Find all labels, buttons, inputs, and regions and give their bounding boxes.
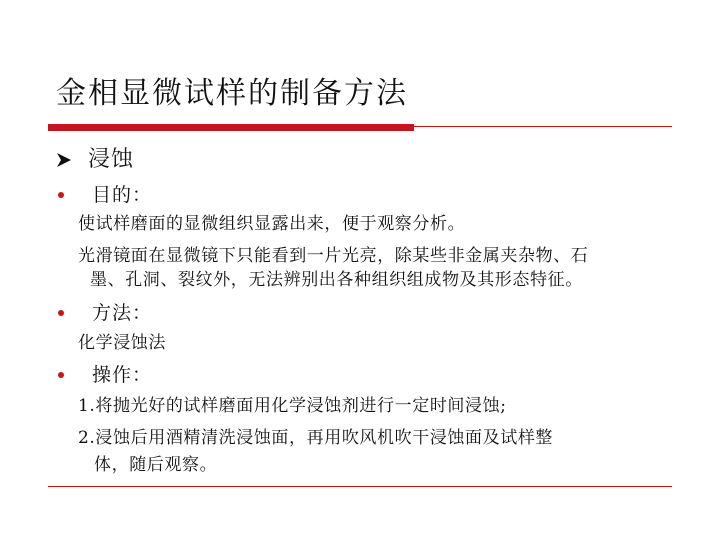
bottom-divider xyxy=(48,486,672,487)
section-heading xyxy=(56,146,134,174)
purpose-line-1: 使试样磨面的显微组织显露出来，便于观察分析。 xyxy=(78,214,466,234)
title-underline-thin xyxy=(414,126,672,127)
bullet-operation-label: 操作： xyxy=(92,364,153,386)
bullet-purpose xyxy=(56,182,152,208)
operation-line-2: 2.浸蚀后用酒精清洗浸蚀面，再用吹风机吹干浸蚀面及试样整 xyxy=(78,428,554,448)
purpose-line-3: 墨、孔洞、裂纹外，无法辨别出各种组织组成物及其形态特征。 xyxy=(90,270,583,290)
title-underline-thick xyxy=(48,124,414,131)
bullet-method xyxy=(56,300,152,326)
purpose-line-2: 光滑镜面在显微镜下只能看到一片光亮，除某些非金属夹杂物、石 xyxy=(78,246,589,266)
operation-line-1: 1.将抛光好的试样磨面用化学浸蚀剂进行一定时间浸蚀; xyxy=(78,396,507,416)
bullet-dot-icon xyxy=(58,192,64,198)
method-line-1: 化学浸蚀法 xyxy=(78,333,166,353)
operation-line-3: 体，随后观察。 xyxy=(94,455,218,475)
section-heading-label: 浸蚀 xyxy=(88,147,135,172)
bullet-operation xyxy=(56,362,152,388)
bullet-dot-icon xyxy=(58,310,64,316)
arrow-right-icon xyxy=(56,152,72,168)
bullet-method-label: 方法： xyxy=(92,302,153,324)
bullet-dot-icon xyxy=(58,372,64,378)
slide-title: 金相显微试样的制备方法 xyxy=(56,76,408,111)
bullet-purpose-label: 目的： xyxy=(92,184,153,206)
